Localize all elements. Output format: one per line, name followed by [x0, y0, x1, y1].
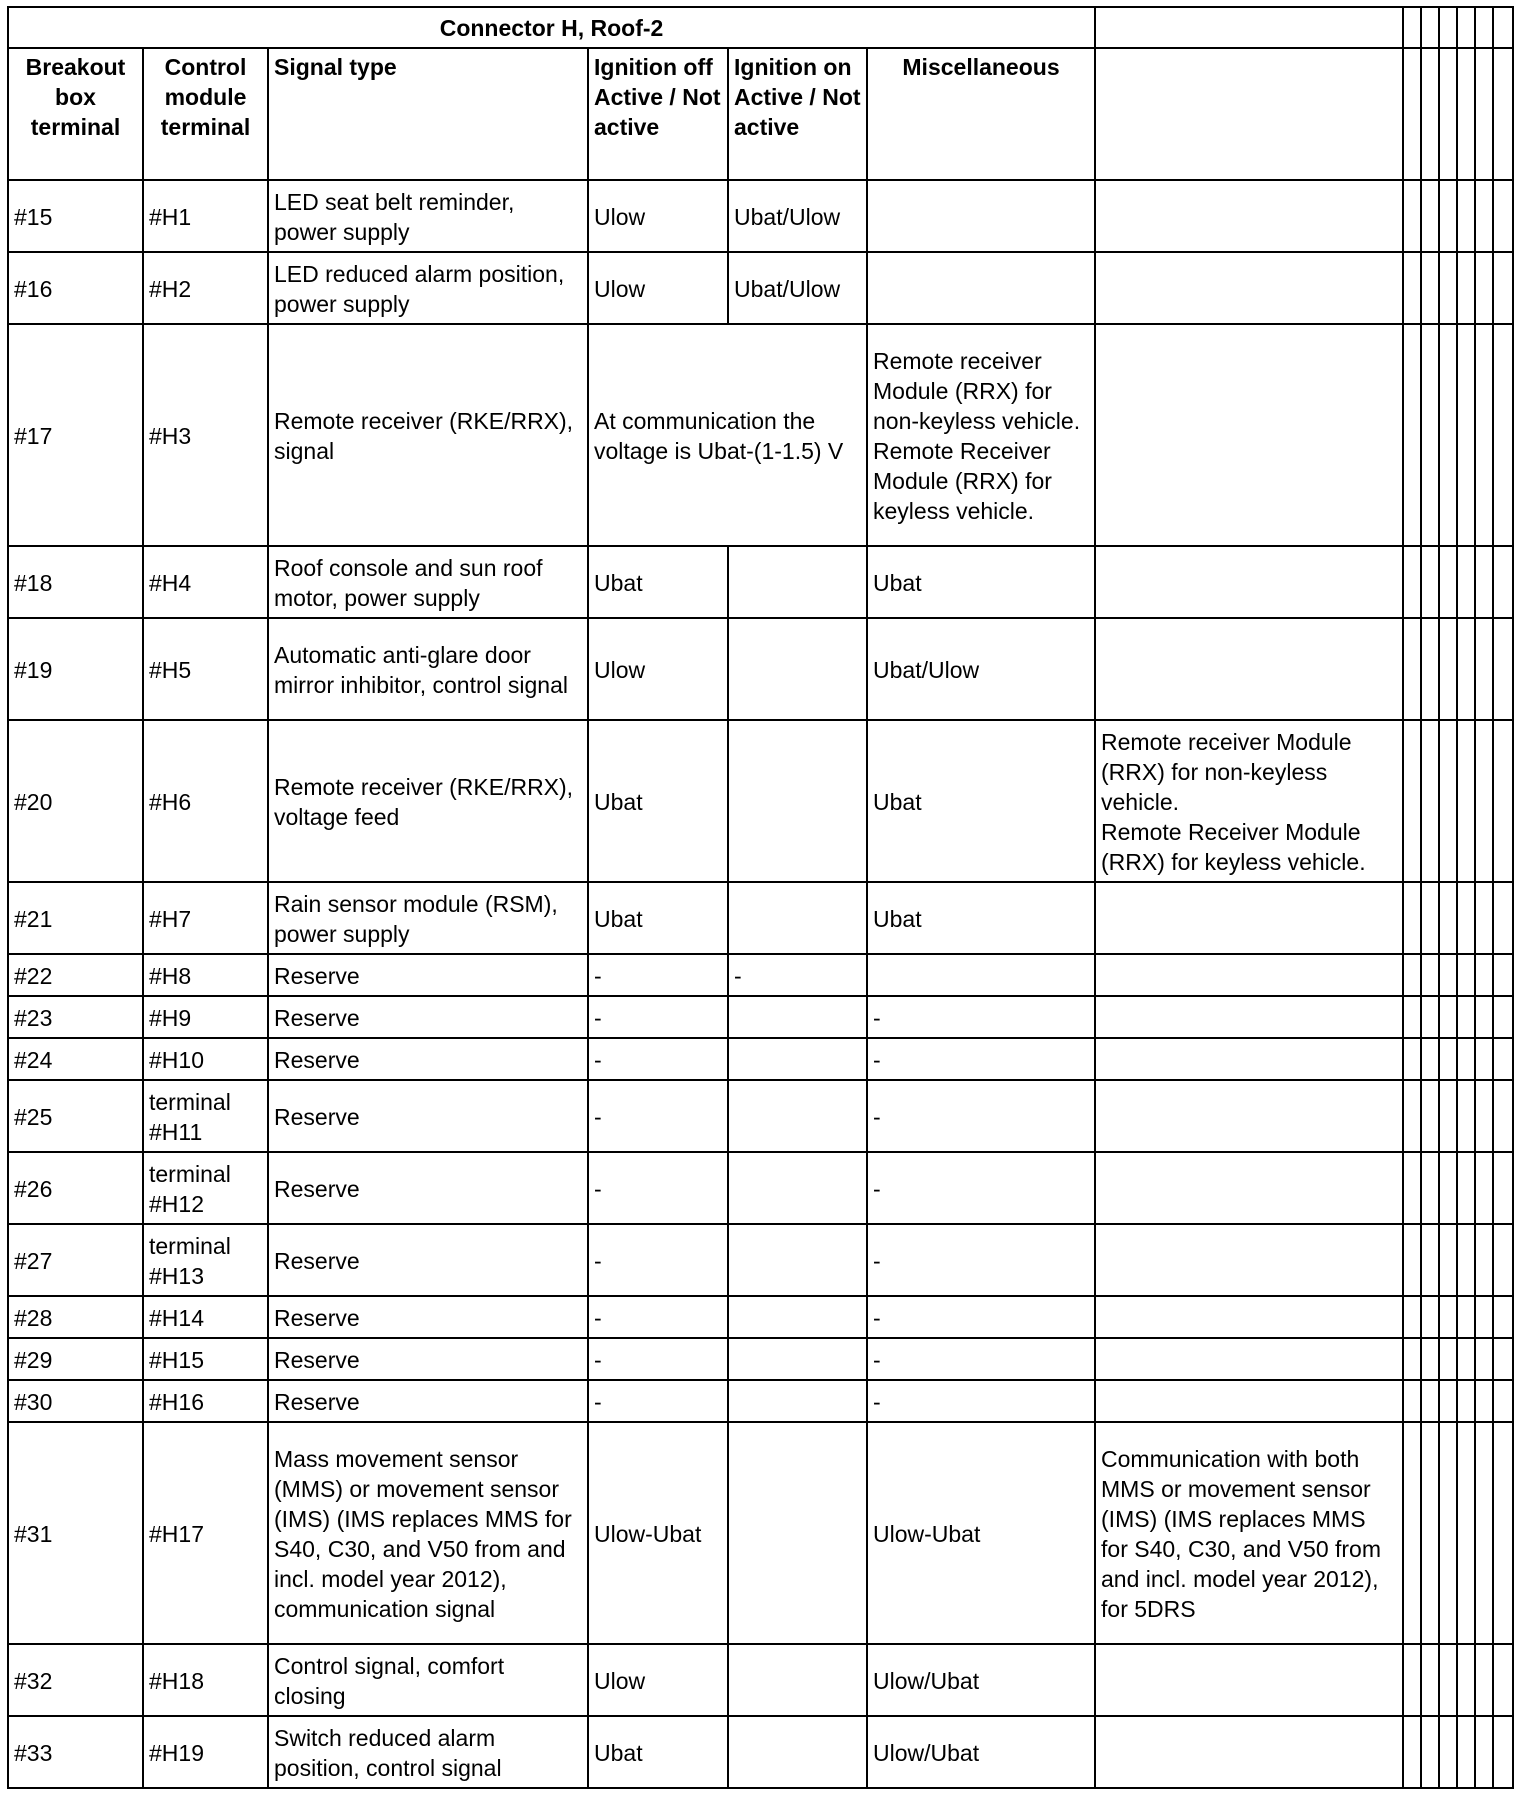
empty-column-cell	[1493, 546, 1513, 618]
ignition-off-cell: Ulow	[588, 618, 728, 720]
breakout-box-terminal-cell: #18	[8, 546, 143, 618]
ignition-off-cell: Ulow-Ubat	[588, 1422, 728, 1644]
empty-column-cell	[1457, 720, 1475, 882]
empty-column-cell	[1475, 1224, 1493, 1296]
control-module-terminal-cell: #H7	[143, 882, 268, 954]
empty-column-cell	[1457, 1152, 1475, 1224]
signal-type-cell: Remote receiver (RKE/RRX), signal	[268, 324, 588, 546]
empty-column-cell	[1403, 720, 1421, 882]
miscellaneous-cell: Ulow/Ubat	[867, 1716, 1095, 1788]
ignition-off-cell: Ubat	[588, 720, 728, 882]
miscellaneous-cell	[867, 252, 1095, 324]
table-row	[8, 1038, 1513, 1080]
ignition-off-cell: Ulow	[588, 180, 728, 252]
empty-column-cell	[1457, 180, 1475, 252]
empty-column-cell	[1403, 1296, 1421, 1338]
empty-column-cell	[1403, 1716, 1421, 1788]
empty-column-cell	[1421, 1224, 1439, 1296]
ignition-off-cell: Ubat	[588, 546, 728, 618]
empty-column-cell	[1457, 954, 1475, 996]
ignition-on-cell	[728, 1644, 867, 1716]
empty-column-cell	[1403, 1338, 1421, 1380]
empty-column-cell	[1439, 1716, 1457, 1788]
empty-column-cell	[1475, 1422, 1493, 1644]
miscellaneous-cell: -	[867, 1224, 1095, 1296]
extra-notes-cell	[1095, 1338, 1403, 1380]
breakout-box-terminal-cell: #27	[8, 1224, 143, 1296]
control-module-terminal-cell: #H1	[143, 180, 268, 252]
table-row	[8, 996, 1513, 1038]
table-row	[8, 1422, 1513, 1644]
ignition-on-cell	[728, 1380, 867, 1422]
empty-column-cell	[1403, 1224, 1421, 1296]
table-row	[8, 252, 1513, 324]
signal-type-cell: Reserve	[268, 1380, 588, 1422]
empty-column-cell	[1439, 1296, 1457, 1338]
extra-notes-cell	[1095, 1380, 1403, 1422]
empty-column-cell	[1421, 252, 1439, 324]
miscellaneous-cell: Ulow/Ubat	[867, 1644, 1095, 1716]
control-module-terminal-cell: #H2	[143, 252, 268, 324]
empty-column-cell	[1403, 1380, 1421, 1422]
empty-column-cell	[1403, 1038, 1421, 1080]
miscellaneous-cell: -	[867, 1080, 1095, 1152]
miscellaneous-cell: -	[867, 996, 1095, 1038]
empty-column-cell	[1439, 996, 1457, 1038]
control-module-terminal-cell: #H16	[143, 1380, 268, 1422]
empty-column-cell	[1421, 1644, 1439, 1716]
empty-column-cell	[1457, 882, 1475, 954]
control-module-terminal-cell: #H5	[143, 618, 268, 720]
ignition-on-cell	[728, 546, 867, 618]
control-module-terminal-cell: #H9	[143, 996, 268, 1038]
empty-column-cell	[1421, 720, 1439, 882]
empty-column-cell	[1493, 1296, 1513, 1338]
table-row	[8, 180, 1513, 252]
ignition-on-cell	[728, 618, 867, 720]
ignition-on-cell	[728, 1716, 867, 1788]
empty-column-cell	[1493, 1422, 1513, 1644]
extra-notes-cell: Communication with both MMS or movement sensor (IMS) (IMS replaces MMS for S40, C30, and V50 from and incl. model year 2012), for 5DRS	[1095, 1422, 1403, 1644]
empty-column-cell	[1457, 1338, 1475, 1380]
empty-column-cell	[1493, 1038, 1513, 1080]
empty-column-cell	[1493, 1380, 1513, 1422]
empty-column-cell	[1421, 180, 1439, 252]
empty-column-cell	[1439, 720, 1457, 882]
ignition-on-cell	[728, 882, 867, 954]
ignition-on-cell	[728, 1338, 867, 1380]
control-module-terminal-cell: #H8	[143, 954, 268, 996]
empty-column-cell	[1403, 1080, 1421, 1152]
empty-column-cell	[1403, 180, 1421, 252]
ignition-on-cell	[728, 1038, 867, 1080]
signal-type-cell: Automatic anti-glare door mirror inhibitor, control signal	[268, 618, 588, 720]
empty-column-cell	[1421, 1716, 1439, 1788]
header-signal-type: Signal type	[268, 48, 588, 180]
empty-column-cell	[1475, 324, 1493, 546]
empty-column-cell	[1439, 546, 1457, 618]
miscellaneous-cell: Ubat/Ulow	[867, 618, 1095, 720]
ignition-off-cell: Ulow	[588, 1644, 728, 1716]
ignition-off-cell: -	[588, 1224, 728, 1296]
table-row	[8, 1224, 1513, 1296]
miscellaneous-cell: -	[867, 1380, 1095, 1422]
signal-type-cell: Reserve	[268, 1038, 588, 1080]
header-breakout-box-terminal: Breakout box terminal	[8, 48, 143, 180]
table-row	[8, 1080, 1513, 1152]
breakout-box-terminal-cell: #24	[8, 1038, 143, 1080]
signal-type-cell: LED seat belt reminder, power supply	[268, 180, 588, 252]
empty-column-cell	[1403, 324, 1421, 546]
signal-type-cell: Rain sensor module (RSM), power supply	[268, 882, 588, 954]
empty-column-cell	[1421, 954, 1439, 996]
breakout-box-terminal-cell: #22	[8, 954, 143, 996]
signal-type-cell: Reserve	[268, 954, 588, 996]
signal-type-cell: Reserve	[268, 1152, 588, 1224]
empty-column-cell	[1439, 1422, 1457, 1644]
empty-column-cell	[1493, 720, 1513, 882]
signal-type-cell: Mass movement sensor (MMS) or movement sensor (IMS) (IMS replaces MMS for S40, C30, and V50 from and incl. model year 2012), communication signal	[268, 1422, 588, 1644]
empty-column-cell	[1403, 882, 1421, 954]
ignition-off-cell: -	[588, 954, 728, 996]
ignition-off-cell: -	[588, 996, 728, 1038]
empty-column-cell	[1457, 1422, 1475, 1644]
empty-column-cell	[1457, 1716, 1475, 1788]
miscellaneous-cell: Remote receiver Module (RRX) for non-keyless vehicle. Remote Receiver Module (RRX) for keyless vehicle.	[867, 324, 1095, 546]
empty-column-cell	[1475, 1644, 1493, 1716]
empty-column-cell	[1493, 996, 1513, 1038]
signal-type-cell: LED reduced alarm position, power supply	[268, 252, 588, 324]
empty-column-cell	[1457, 252, 1475, 324]
empty-column-cell	[1421, 1380, 1439, 1422]
ignition-off-cell: -	[588, 1380, 728, 1422]
extra-notes-cell	[1095, 1716, 1403, 1788]
extra-notes-cell	[1095, 1038, 1403, 1080]
extra-notes-cell	[1095, 996, 1403, 1038]
breakout-box-terminal-cell: #29	[8, 1338, 143, 1380]
miscellaneous-cell: Ubat	[867, 882, 1095, 954]
empty-column-cell	[1421, 1152, 1439, 1224]
miscellaneous-cell: -	[867, 1152, 1095, 1224]
signal-type-cell: Switch reduced alarm position, control signal	[268, 1716, 588, 1788]
empty-column-cell	[1439, 252, 1457, 324]
ignition-on-cell	[728, 1296, 867, 1338]
empty-column-cell	[1475, 1338, 1493, 1380]
empty-column-cell	[1421, 996, 1439, 1038]
empty-column-cell	[1475, 1716, 1493, 1788]
empty-column-cell	[1457, 324, 1475, 546]
empty-column-cell	[1403, 1152, 1421, 1224]
ignition-on-cell	[728, 1422, 867, 1644]
extra-notes-cell	[1095, 882, 1403, 954]
empty-column-cell	[1493, 1080, 1513, 1152]
table-row	[8, 1716, 1513, 1788]
empty-column-cell	[1493, 954, 1513, 996]
empty-column-cell	[1493, 324, 1513, 546]
empty-column-cell	[1439, 618, 1457, 720]
empty-column-cell	[1439, 1224, 1457, 1296]
empty-column-cell	[1439, 954, 1457, 996]
table-row	[8, 1644, 1513, 1716]
empty-column-cell	[1475, 882, 1493, 954]
signal-type-cell: Control signal, comfort closing	[268, 1644, 588, 1716]
empty-column-cell	[1439, 180, 1457, 252]
empty-column-cell	[1493, 1152, 1513, 1224]
table-row	[8, 618, 1513, 720]
table-body	[8, 180, 1513, 1788]
table-row	[8, 1296, 1513, 1338]
ignition-off-cell: -	[588, 1080, 728, 1152]
ignition-off-on-cell: At communication the voltage is Ubat-(1-1.5) V	[588, 324, 867, 546]
empty-column-cell	[1493, 882, 1513, 954]
miscellaneous-cell: Ubat	[867, 720, 1095, 882]
empty-column-cell	[1493, 180, 1513, 252]
ignition-off-cell: Ubat	[588, 1716, 728, 1788]
empty-column-cell	[1439, 324, 1457, 546]
ignition-on-cell: -	[728, 954, 867, 996]
breakout-box-terminal-cell: #20	[8, 720, 143, 882]
empty-column-cell	[1421, 1038, 1439, 1080]
ignition-off-cell: -	[588, 1296, 728, 1338]
header-ignition-off: Ignition off Active / Not active	[588, 48, 728, 180]
ignition-on-cell	[728, 996, 867, 1038]
empty-column-cell	[1493, 1224, 1513, 1296]
empty-column-cell	[1439, 1152, 1457, 1224]
empty-column-cell	[1475, 1080, 1493, 1152]
empty-column-cell	[1421, 546, 1439, 618]
empty-column-cell	[1421, 882, 1439, 954]
signal-type-cell: Reserve	[268, 1224, 588, 1296]
empty-column-cell	[1475, 996, 1493, 1038]
miscellaneous-cell: Ubat	[867, 546, 1095, 618]
empty-column-cell	[1421, 1080, 1439, 1152]
control-module-terminal-cell: #H10	[143, 1038, 268, 1080]
empty-column-cell	[1403, 954, 1421, 996]
control-module-terminal-cell: #H17	[143, 1422, 268, 1644]
empty-column-cell	[1403, 1422, 1421, 1644]
empty-column-cell	[1457, 996, 1475, 1038]
empty-column-cell	[1439, 882, 1457, 954]
empty-column-cell	[1421, 1422, 1439, 1644]
empty-column-cell	[1457, 1224, 1475, 1296]
breakout-box-terminal-cell: #19	[8, 618, 143, 720]
breakout-box-terminal-cell: #16	[8, 252, 143, 324]
empty-column-cell	[1403, 1644, 1421, 1716]
extra-notes-cell	[1095, 252, 1403, 324]
connector-pinout-table	[7, 6, 1514, 1789]
empty-column-cell	[1475, 1152, 1493, 1224]
extra-notes-cell	[1095, 180, 1403, 252]
empty-column-cell	[1475, 1038, 1493, 1080]
ignition-on-cell	[728, 1080, 867, 1152]
empty-column-cell	[1475, 1296, 1493, 1338]
empty-column-cell	[1457, 1644, 1475, 1716]
empty-column-cell	[1439, 1644, 1457, 1716]
empty-column-cell	[1493, 1716, 1513, 1788]
table-row	[8, 1338, 1513, 1380]
miscellaneous-cell	[867, 954, 1095, 996]
empty-column-cell	[1439, 1338, 1457, 1380]
ignition-off-cell: -	[588, 1338, 728, 1380]
ignition-on-cell	[728, 720, 867, 882]
breakout-box-terminal-cell: #23	[8, 996, 143, 1038]
empty-column-cell	[1439, 1080, 1457, 1152]
signal-type-cell: Reserve	[268, 1080, 588, 1152]
table-row	[8, 1152, 1513, 1224]
table-row	[8, 324, 1513, 546]
header-ignition-on: Ignition on Active / Not active	[728, 48, 867, 180]
miscellaneous-cell: -	[867, 1338, 1095, 1380]
control-module-terminal-cell: terminal #H13	[143, 1224, 268, 1296]
ignition-on-cell: Ubat/Ulow	[728, 252, 867, 324]
ignition-on-cell: Ubat/Ulow	[728, 180, 867, 252]
empty-column-cell	[1457, 1080, 1475, 1152]
extra-notes-cell	[1095, 954, 1403, 996]
empty-column-cell	[1403, 996, 1421, 1038]
extra-notes-cell	[1095, 1152, 1403, 1224]
control-module-terminal-cell: #H14	[143, 1296, 268, 1338]
table-row	[8, 546, 1513, 618]
empty-column-cell	[1493, 252, 1513, 324]
empty-column-cell	[1475, 954, 1493, 996]
breakout-box-terminal-cell: #26	[8, 1152, 143, 1224]
breakout-box-terminal-cell: #21	[8, 882, 143, 954]
empty-column-cell	[1475, 1380, 1493, 1422]
ignition-off-cell: -	[588, 1152, 728, 1224]
control-module-terminal-cell: #H4	[143, 546, 268, 618]
ignition-off-cell: Ulow	[588, 252, 728, 324]
connector-table-document	[7, 6, 1512, 1789]
ignition-on-cell	[728, 1152, 867, 1224]
empty-column-cell	[1439, 1038, 1457, 1080]
table-row	[8, 720, 1513, 882]
empty-column-cell	[1457, 1380, 1475, 1422]
control-module-terminal-cell: terminal #H12	[143, 1152, 268, 1224]
empty-column-cell	[1421, 618, 1439, 720]
miscellaneous-cell: -	[867, 1038, 1095, 1080]
extra-notes-cell	[1095, 1080, 1403, 1152]
header-control-module-terminal: Control module terminal	[143, 48, 268, 180]
extra-notes-cell	[1095, 1644, 1403, 1716]
breakout-box-terminal-cell: #31	[8, 1422, 143, 1644]
table-row	[8, 1380, 1513, 1422]
empty-column-cell	[1457, 546, 1475, 618]
extra-notes-cell	[1095, 1296, 1403, 1338]
header-miscellaneous: Miscellaneous	[867, 48, 1095, 180]
extra-notes-cell	[1095, 618, 1403, 720]
empty-column-cell	[1403, 618, 1421, 720]
ignition-off-cell: Ubat	[588, 882, 728, 954]
breakout-box-terminal-cell: #25	[8, 1080, 143, 1152]
miscellaneous-cell: -	[867, 1296, 1095, 1338]
signal-type-cell: Remote receiver (RKE/RRX), voltage feed	[268, 720, 588, 882]
control-module-terminal-cell: #H6	[143, 720, 268, 882]
empty-column-cell	[1475, 252, 1493, 324]
control-module-terminal-cell: terminal #H11	[143, 1080, 268, 1152]
empty-column-cell	[1475, 720, 1493, 882]
empty-column-cell	[1475, 618, 1493, 720]
empty-column-cell	[1493, 1644, 1513, 1716]
empty-column-cell	[1403, 252, 1421, 324]
extra-notes-cell	[1095, 1224, 1403, 1296]
breakout-box-terminal-cell: #33	[8, 1716, 143, 1788]
empty-column-cell	[1475, 546, 1493, 618]
control-module-terminal-cell: #H3	[143, 324, 268, 546]
empty-column-cell	[1457, 1038, 1475, 1080]
extra-notes-cell: Remote receiver Module (RRX) for non-keyless vehicle. Remote Receiver Module (RRX) for keyless vehicle.	[1095, 720, 1403, 882]
signal-type-cell: Reserve	[268, 996, 588, 1038]
ignition-on-cell	[728, 1224, 867, 1296]
breakout-box-terminal-cell: #32	[8, 1644, 143, 1716]
breakout-box-terminal-cell: #15	[8, 180, 143, 252]
empty-column-cell	[1421, 1296, 1439, 1338]
signal-type-cell: Roof console and sun roof motor, power supply	[268, 546, 588, 618]
empty-column-cell	[1403, 546, 1421, 618]
miscellaneous-cell	[867, 180, 1095, 252]
empty-column-cell	[1421, 1338, 1439, 1380]
empty-column-cell	[1475, 180, 1493, 252]
empty-column-cell	[1493, 1338, 1513, 1380]
breakout-box-terminal-cell: #17	[8, 324, 143, 546]
extra-notes-cell	[1095, 546, 1403, 618]
empty-column-cell	[1493, 618, 1513, 720]
table-title: Connector H, Roof-2	[8, 7, 1095, 48]
table-row	[8, 882, 1513, 954]
empty-column-cell	[1457, 1296, 1475, 1338]
miscellaneous-cell: Ulow-Ubat	[867, 1422, 1095, 1644]
control-module-terminal-cell: #H18	[143, 1644, 268, 1716]
breakout-box-terminal-cell: #28	[8, 1296, 143, 1338]
empty-column-cell	[1439, 1380, 1457, 1422]
empty-column-cell	[1421, 324, 1439, 546]
table-row	[8, 954, 1513, 996]
control-module-terminal-cell: #H19	[143, 1716, 268, 1788]
ignition-off-cell: -	[588, 1038, 728, 1080]
signal-type-cell: Reserve	[268, 1296, 588, 1338]
signal-type-cell: Reserve	[268, 1338, 588, 1380]
empty-column-cell	[1457, 618, 1475, 720]
breakout-box-terminal-cell: #30	[8, 1380, 143, 1422]
control-module-terminal-cell: #H15	[143, 1338, 268, 1380]
extra-notes-cell	[1095, 324, 1403, 546]
